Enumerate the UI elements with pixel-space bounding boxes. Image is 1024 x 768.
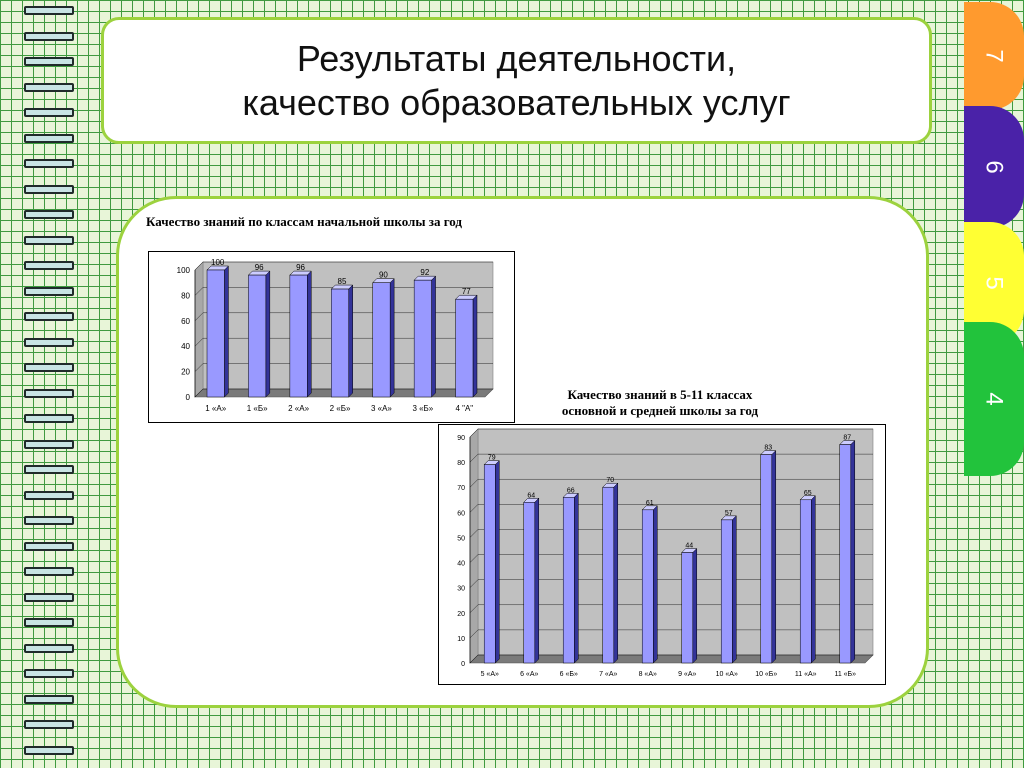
chart1-data-label: 96 (254, 263, 264, 273)
chart1-bar-side (307, 271, 311, 397)
chart2-category-label: 10 «А» (715, 671, 738, 678)
ring-binder-loop (24, 491, 74, 500)
chart2-title (530, 387, 790, 419)
page-title-line-2: качество образовательных услуг (242, 81, 791, 123)
chart2-bar-side (614, 483, 618, 663)
ring-binder-loop (24, 567, 74, 576)
chart2-ytick-label: 20 (457, 610, 465, 618)
chart2-category-label: 9 «А» (678, 671, 697, 678)
chart2-ytick-label: 40 (457, 560, 465, 568)
chart2-ytick-label: 0 (461, 661, 465, 668)
chart2-bar (761, 455, 772, 663)
chart2-data-label: 70 (606, 477, 615, 485)
chart2-data-label: 57 (724, 509, 733, 517)
chart1-bar-side (224, 266, 228, 397)
ring-binder-loop (24, 185, 74, 194)
chart2-data-label: 44 (685, 542, 694, 550)
chart2-bar (563, 497, 574, 663)
chart1-ytick-label: 80 (181, 291, 190, 301)
chart1-bar-side (473, 295, 477, 397)
chart2-ytick-label: 30 (457, 585, 465, 593)
chart1-side-wall (195, 262, 203, 397)
chart1-ytick-label: 100 (176, 266, 190, 275)
ring-binder-loop (24, 338, 74, 347)
chart1-category-label: 4 "А" (455, 404, 474, 413)
chart1-data-label: 96 (296, 263, 306, 273)
chart1-bar-side (432, 276, 436, 397)
chart1-data-label: 100 (211, 258, 225, 267)
ring-binder-loop (24, 108, 74, 117)
ring-binder-loop (24, 210, 74, 219)
chart1-bar (248, 275, 265, 397)
ring-binder-loop (24, 542, 74, 551)
chart1-category-label: 2 «Б» (329, 404, 351, 413)
ring-binder-loop (24, 516, 74, 525)
chart2-data-label: 64 (527, 492, 536, 500)
chart1-category-label: 2 «А» (288, 404, 310, 413)
chart2-category-label: 11 «А» (794, 671, 817, 678)
chart2-bar (603, 487, 614, 663)
chart2-data-label: 79 (487, 454, 496, 462)
chart2-data-label: 66 (566, 487, 575, 495)
tab-7[interactable] (964, 2, 1024, 110)
chart1-ytick-label: 0 (185, 393, 190, 402)
chart1-bar-side (349, 285, 353, 397)
ring-binder-loop (24, 134, 74, 143)
tab-6[interactable] (964, 106, 1024, 228)
chart2-bar-side (811, 496, 815, 663)
chart2-ytick-label: 80 (457, 460, 465, 468)
chart2-ytick-label: 50 (457, 535, 465, 543)
ring-binder-loop (24, 159, 74, 168)
chart2-category-label: 10 «Б» (755, 671, 778, 678)
ring-binder-loop (24, 593, 74, 602)
chart2-bar-side (495, 461, 499, 663)
ring-binder-loop (24, 644, 74, 653)
chart2-ytick-label: 60 (457, 510, 465, 518)
ring-binder-loop (24, 414, 74, 423)
tab-4[interactable] (964, 322, 1024, 476)
ring-binder-loop (24, 57, 74, 66)
ring-binder-loop (24, 32, 74, 41)
chart2-frame (438, 424, 886, 685)
ring-binder-loop (24, 6, 74, 15)
chart2-category-label: 8 «А» (638, 671, 657, 678)
ring-binder-loop (24, 440, 74, 449)
chart1-frame (148, 251, 515, 423)
chart1-data-label: 85 (337, 277, 347, 287)
ring-binder-loop (24, 618, 74, 627)
chart2-side-wall (470, 429, 478, 663)
tab-5-label: 5 (980, 276, 1008, 290)
chart2-bar (721, 520, 732, 663)
chart2-bar (524, 502, 535, 663)
chart1-category-label: 1 «А» (205, 404, 227, 413)
chart2-data-label: 87 (843, 434, 852, 442)
chart2-category-label: 6 «А» (520, 671, 539, 678)
ring-binder-loop (24, 695, 74, 704)
ring-binder-loop (24, 465, 74, 474)
ring-binder-loop (24, 389, 74, 398)
chart2-ytick-label: 90 (457, 435, 465, 442)
chart2-category-label: 7 «А» (599, 671, 618, 678)
ring-binder-loop (24, 261, 74, 270)
ring-binder-loop (24, 746, 74, 755)
chart2-bar-side (693, 549, 697, 663)
chart2-bar-side (772, 451, 776, 663)
ring-binder-loop (24, 669, 74, 678)
chart1-category-label: 1 «Б» (246, 404, 268, 413)
ring-binder-loop (24, 236, 74, 245)
chart2-bar (642, 510, 653, 663)
chart1-svg (149, 252, 516, 424)
chart2-bar-side (851, 441, 855, 663)
ring-binder-loop (24, 83, 74, 92)
chart1-bar (207, 270, 224, 397)
ring-binder-loop (24, 720, 74, 729)
ring-binder-loop (24, 363, 74, 372)
chart1-data-label: 92 (420, 268, 430, 278)
chart2-bar-side (574, 493, 578, 663)
title-panel (101, 17, 932, 144)
chart2-bar (800, 500, 811, 663)
chart2-bar (682, 553, 693, 663)
chart2-category-label: 11 «Б» (834, 671, 857, 678)
chart1-bar (373, 283, 390, 397)
chart2-bar-side (535, 498, 539, 663)
chart2-bar-side (732, 516, 736, 663)
chart1-bar (456, 299, 473, 397)
chart2-data-label: 83 (764, 444, 773, 452)
chart2-title-line-2: основной и средней школы за год (561, 403, 759, 418)
chart1-data-label: 90 (378, 270, 388, 280)
chart2-category-label: 6 «Б» (559, 671, 578, 678)
chart1-bar (290, 275, 307, 397)
notebook-rings (24, 6, 78, 766)
chart1-category-label: 3 «Б» (412, 404, 434, 413)
chart1-title: Качество знаний по классам начальной школы за год (146, 214, 462, 229)
chart1-ytick-label: 60 (181, 316, 190, 326)
page-title-line-1: Результаты деятельности, (296, 37, 737, 79)
chart1-bar-side (390, 279, 394, 397)
chart1-ytick-label: 40 (181, 342, 190, 352)
ring-binder-loop (24, 287, 74, 296)
chart2-bar (840, 445, 851, 663)
chart2-data-label: 61 (645, 499, 654, 507)
chart2-ytick-label: 70 (457, 485, 465, 493)
chart1-ytick-label: 20 (181, 367, 190, 377)
chart1-bar-side (266, 271, 270, 397)
chart2-title-line-1: Качество знаний в 5-11 классах (567, 387, 753, 402)
tab-4-label: 4 (980, 392, 1008, 406)
chart2-data-label: 65 (803, 489, 812, 497)
chart1-data-label: 77 (461, 287, 471, 297)
chart2-bar (484, 465, 495, 663)
chart2-bar-side (653, 506, 657, 663)
chart2-svg (439, 425, 887, 686)
chart1-bar (414, 280, 431, 397)
chart2-ytick-label: 10 (457, 635, 465, 643)
ring-binder-loop (24, 312, 74, 321)
chart1-bar (331, 289, 348, 397)
tab-7-label: 7 (980, 49, 1008, 63)
chart1-category-label: 3 «А» (370, 404, 392, 413)
chart2-category-label: 5 «А» (480, 671, 499, 678)
tab-6-label: 6 (980, 160, 1008, 174)
